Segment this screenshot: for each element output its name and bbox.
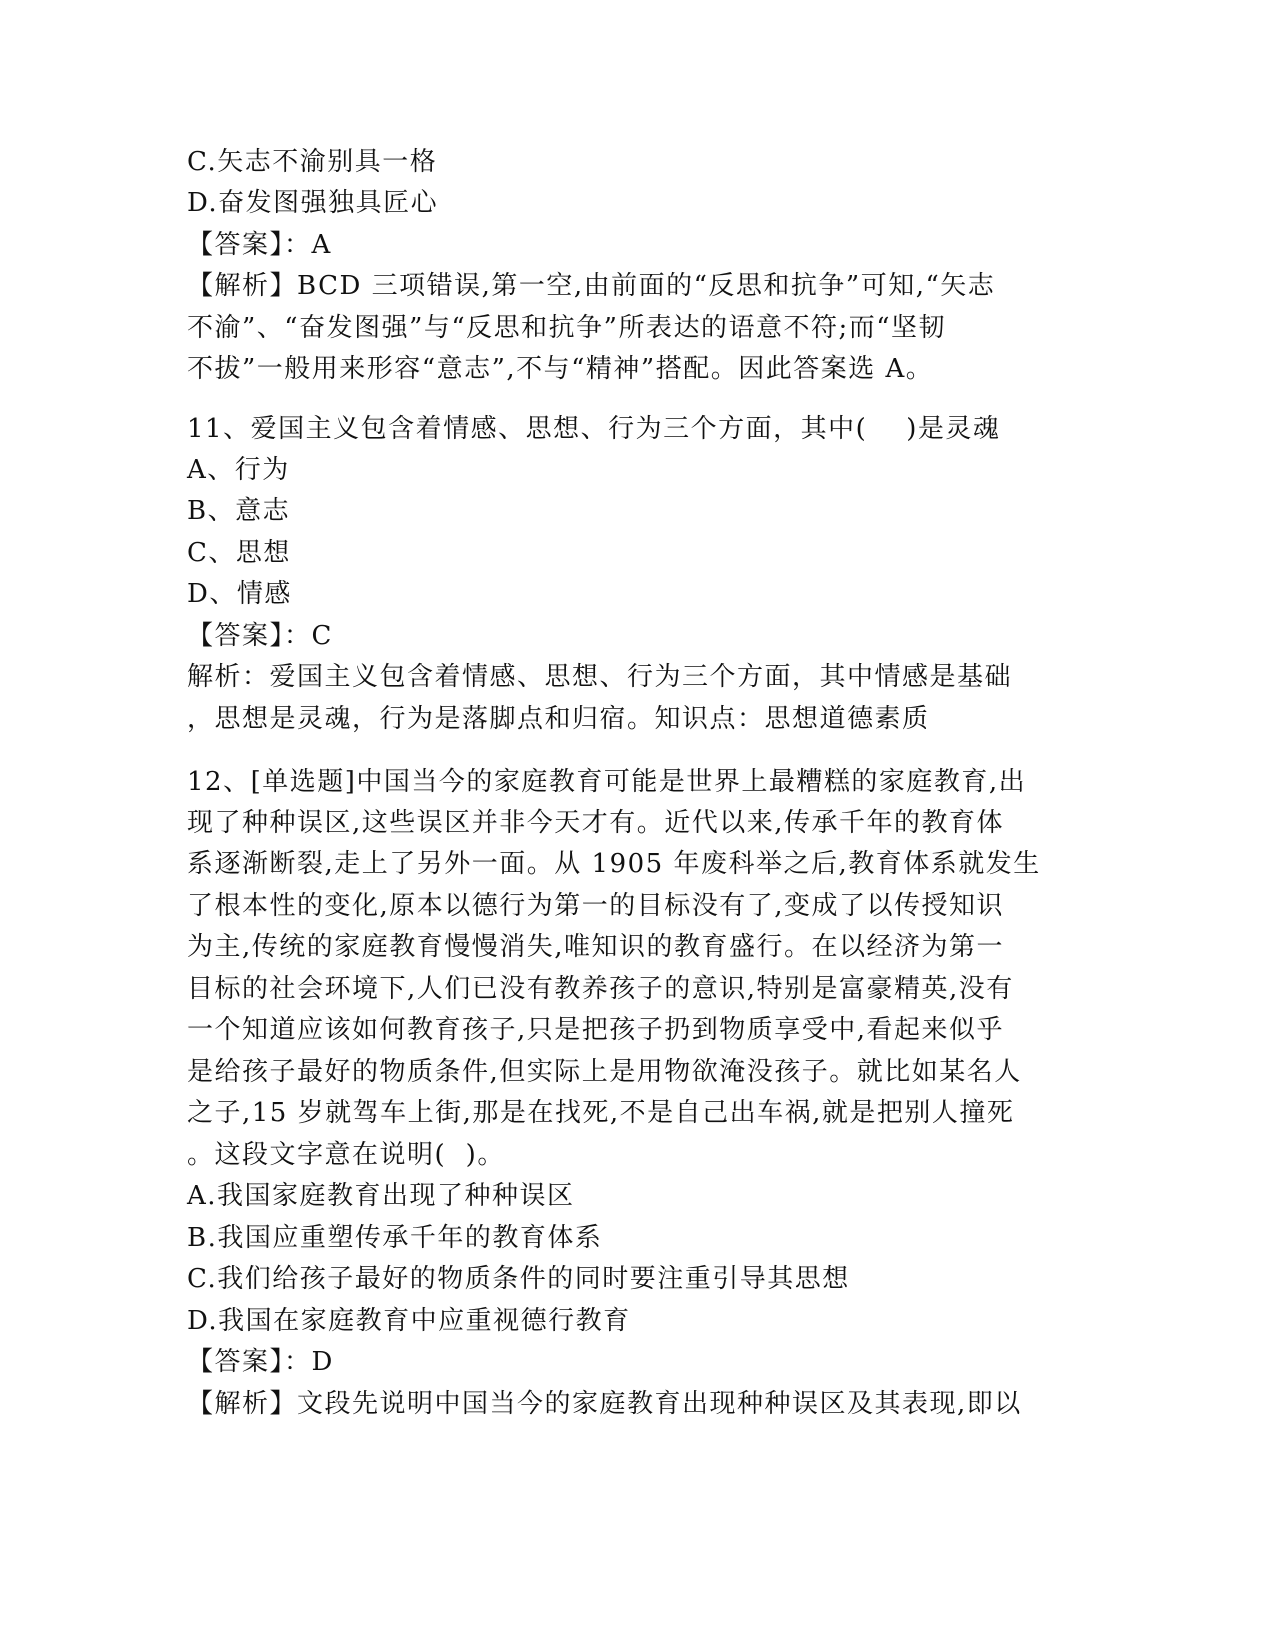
q11-option-a: A、行为 — [187, 455, 290, 485]
q12-option-d: D.我国在家庭教育中应重视德行教育 — [187, 1306, 631, 1336]
q12-stem-line: 。这段文字意在说明( )。 — [187, 1140, 505, 1170]
q12-stem-line: 一个知道应该如何教育孩子,只是把孩子扔到物质享受中,看起来似乎 — [187, 1015, 1005, 1045]
q11-stem: 11、爱国主义包含着情感、思想、行为三个方面，其中( )是灵魂 — [187, 414, 1001, 444]
q12-stem-line: 现了种种误区,这些误区并非今天才有。近代以来,传承千年的教育体 — [187, 808, 1005, 838]
q12-stem-line: 目标的社会环境下,人们已没有教养孩子的意识,特别是富豪精英,没有 — [187, 974, 1014, 1004]
q11-option-d: D、情感 — [187, 579, 292, 609]
q12-stem-line: 系逐渐断裂,走上了另外一面。从 1905 年废科举之后,教育体系就发生 — [187, 849, 1041, 879]
q12-stem-line: 为主,传统的家庭教育慢慢消失,唯知识的教育盛行。在以经济为第一 — [187, 932, 1005, 962]
q11-option-b: B、意志 — [187, 496, 291, 526]
q11-explanation-line: ，思想是灵魂，行为是落脚点和归宿。知识点：思想道德素质 — [187, 704, 930, 734]
q12-option-c: C.我们给孩子最好的物质条件的同时要注重引导其思想 — [187, 1264, 850, 1294]
q11-answer: 【答案】：C — [187, 621, 333, 651]
q12-option-a: A.我国家庭教育出现了种种误区 — [187, 1181, 575, 1211]
q10-explanation-line: 不渝”、“奋发图强”与“反思和抗争”所表达的语意不符;而“坚韧 — [187, 313, 947, 343]
q11-explanation-line: 解析：爱国主义包含着情感、思想、行为三个方面，其中情感是基础 — [187, 662, 1013, 692]
q12-option-b: B.我国应重塑传承千年的教育体系 — [187, 1223, 603, 1253]
q10-option-c: C.矢志不渝别具一格 — [187, 147, 438, 177]
q10-explanation-line: 不拔”一般用来形容“意志”,不与“精神”搭配。因此答案选 A。 — [187, 354, 934, 384]
q12-stem-line: 了根本性的变化,原本以德行为第一的目标没有了,变成了以传授知识 — [187, 891, 1005, 921]
q10-answer: 【答案】：A — [187, 230, 332, 260]
q12-stem-line: 12、[单选题]中国当今的家庭教育可能是世界上最糟糕的家庭教育,出 — [187, 767, 1027, 797]
q12-stem-line: 是给孩子最好的物质条件,但实际上是用物欲淹没孩子。就比如某名人 — [187, 1057, 1022, 1087]
q10-option-d: D.奋发图强独具匠心 — [187, 188, 439, 218]
q12-stem-line: 之子,15 岁就驾车上街,那是在找死,不是自己出车祸,就是把别人撞死 — [187, 1098, 1015, 1128]
q12-explanation-line: 【解析】文段先说明中国当今的家庭教育出现种种误区及其表现,即以 — [187, 1389, 1022, 1419]
q10-explanation-line: 【解析】BCD 三项错误,第一空,由前面的“反思和抗争”可知,“矢志 — [187, 271, 996, 301]
q11-option-c: C、思想 — [187, 538, 291, 568]
q12-answer: 【答案】：D — [187, 1347, 334, 1377]
